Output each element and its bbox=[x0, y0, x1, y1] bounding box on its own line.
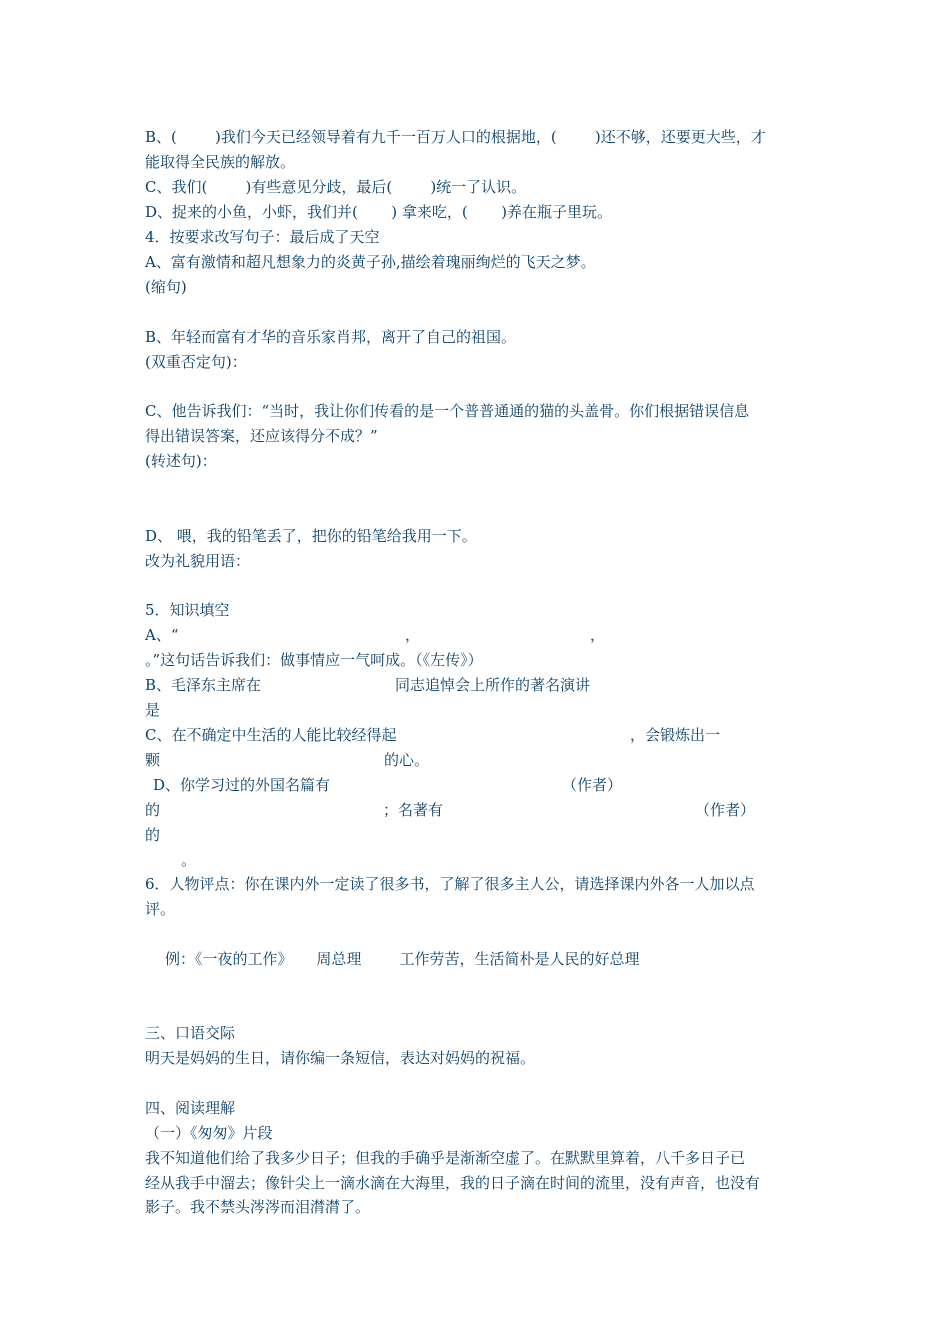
q4-item-c-line1: C、他告诉我们：“当时，我让你们传看的是一个普普通通的猫的头盖骨。你们根据错误信息 bbox=[145, 402, 750, 420]
q5-item-c-start: C、在不确定中生活的人能比较经得起 bbox=[145, 726, 397, 744]
q4-item-d: D、 喂，我的铅笔丢了，把你的铅笔给我用一下。 bbox=[145, 527, 477, 545]
q6-example: 例：《一夜的工作》 周总理 工作劳苦，生活简朴是人民的好总理 bbox=[165, 950, 640, 968]
passage-line-3: 影子。我不禁头涔涔而泪潸潸了。 bbox=[145, 1198, 371, 1216]
q5-item-d-of-2: 的 bbox=[145, 826, 161, 844]
q6-line1: 6．人物评点：你在课内外一定读了很多书，了解了很多主人公，请选择课内外各一人加以点 bbox=[145, 875, 755, 893]
q5-heading: 5．知识填空 bbox=[145, 601, 230, 619]
q4-item-a: A、富有激情和超凡想象力的炎黄子孙,描绘着瑰丽绚烂的飞天之梦。 bbox=[145, 253, 596, 271]
q4-item-c-line2: 得出错误答案，还应该得分不成？” bbox=[145, 427, 378, 445]
q5-item-b-start: B、毛泽东主席在 bbox=[145, 676, 262, 694]
q4-item-b: B、年轻而富有才华的音乐家肖邦，离开了自己的祖国。 bbox=[145, 328, 517, 346]
q3-option-d: D、捉来的小鱼，小虾，我们并( ) 拿来吃，( )养在瓶子里玩。 bbox=[145, 203, 612, 221]
section-3-text: 明天是妈妈的生日，请你编一条短信，表达对妈妈的祝福。 bbox=[145, 1049, 536, 1067]
q5-item-d-end: 。 bbox=[181, 851, 197, 869]
q5-item-d-of-1: 的 bbox=[145, 801, 161, 819]
q5-item-a-comma-2: ， bbox=[590, 626, 606, 644]
q4-item-c-hint: (转述句)： bbox=[145, 452, 217, 470]
section-3-heading: 三、口语交际 bbox=[145, 1024, 236, 1042]
q5-item-c-line2: 颗 bbox=[145, 751, 161, 769]
q4-item-d-hint: 改为礼貌用语： bbox=[145, 552, 251, 570]
q5-item-a-start: A、“ bbox=[145, 626, 179, 644]
q5-item-b-middle: 同志追悼会上所作的著名演讲 bbox=[395, 676, 591, 694]
q5-item-d-middle: ；名著有 bbox=[383, 801, 444, 819]
passage-line-1: 我不知道他们给了我多少日子；但我的手确乎是渐渐空虚了。在默默里算着，八千多日子已 bbox=[145, 1149, 746, 1167]
q3-option-b-line1: B、( )我们今天已经领导着有九千一百万人口的根据地，( )还不够，还要更大些，才 bbox=[145, 128, 766, 146]
passage-line-2: 经从我手中溜去；像针尖上一滴水滴在大海里，我的日子滴在时间的流里，没有声音，也没有 bbox=[145, 1174, 761, 1192]
q5-item-c-end: 的心。 bbox=[384, 751, 430, 769]
section-4-heading: 四、阅读理解 bbox=[145, 1099, 236, 1117]
q3-option-c: C、我们( )有些意见分歧，最后( )统一了认识。 bbox=[145, 178, 527, 196]
q3-option-b-line2: 能取得全民族的解放。 bbox=[145, 153, 296, 171]
q5-item-d-start: D、你学习过的外国名篇有 bbox=[153, 776, 331, 794]
q5-item-a-end: 。”这句话告诉我们：做事情应一气呵成。（《左传》） bbox=[145, 651, 483, 669]
q5-item-d-author-1: （作者） bbox=[562, 776, 623, 794]
section-4-subheading: （一）《匆匆》片段 bbox=[145, 1124, 273, 1142]
q6-line2: 评。 bbox=[145, 900, 176, 918]
q5-item-b-end: 是 bbox=[145, 701, 161, 719]
q4-heading: 4．按要求改写句子：最后成了天空 bbox=[145, 228, 380, 246]
q5-item-d-author-2: （作者） bbox=[695, 801, 756, 819]
q5-item-c-middle: ，会锻炼出一 bbox=[630, 726, 721, 744]
q4-item-a-hint: (缩句) bbox=[145, 278, 187, 296]
q4-item-b-hint: (双重否定句)： bbox=[145, 353, 247, 371]
q5-item-a-comma-1: ， bbox=[405, 626, 421, 644]
